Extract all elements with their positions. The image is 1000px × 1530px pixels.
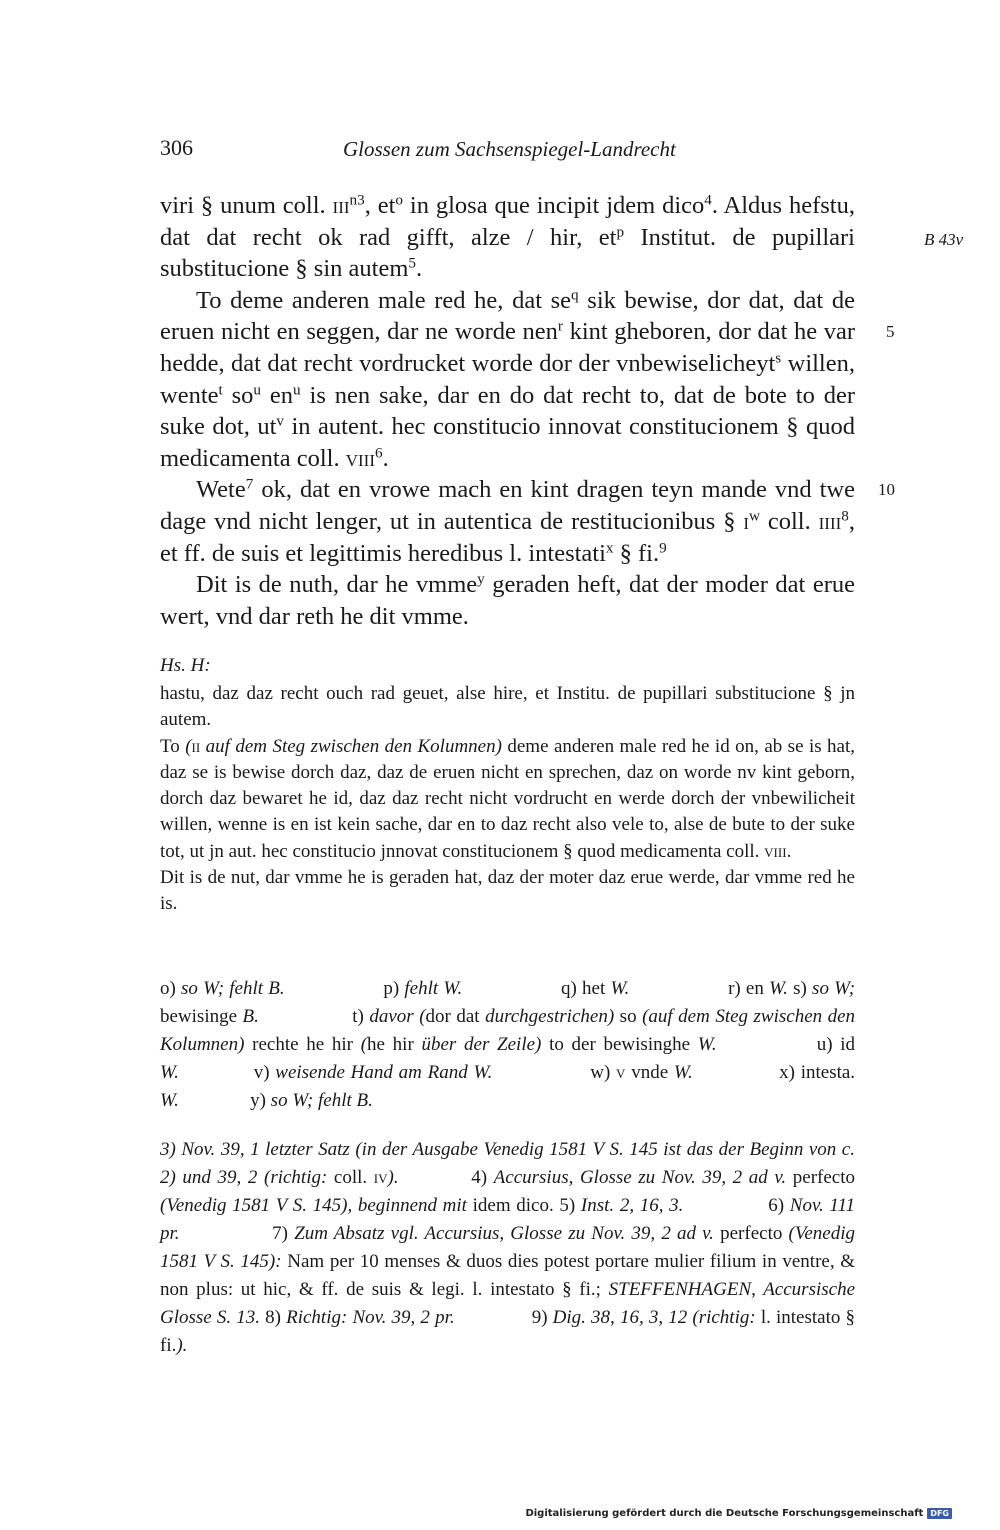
note-8: 8) Richtig: Nov. 39, 2 pr. [265,1307,455,1328]
apparatus-entry-y: y) so W; fehlt B. [250,1090,373,1111]
manuscript-heading: Hs. H: [160,655,211,676]
apparatus-entry-r: r) en W. [728,978,788,999]
critical-apparatus [160,975,855,1115]
digitization-credit [525,1508,952,1519]
line-number-10: 10 [878,480,895,499]
note-4: 4) Accursius, Glosse zu Nov. 39, 2 ad v. perfecto (Venedig 1581 V S. 145), beginnend mit idem dico. [160,1167,856,1216]
apparatus-entry-s: s) so W; bewisinge B. [160,978,856,1027]
notes-block [160,1136,855,1360]
apparatus-entry-u: u) id W. [160,1034,856,1083]
note-5: 5) Inst. 2, 16, 3. [559,1195,684,1216]
apparatus-entry-p: p) fehlt W. [383,978,463,999]
apparatus-entry-q: q) het W. [560,978,630,999]
running-title: Glossen zum Sachsenspiegel-Landrecht [343,137,676,161]
hs-paragraph-1: hastu, daz daz recht ouch rad geuet, alse hire, et Institu. de pupillari substitucione § jn autem. [160,683,855,731]
main-paragraph-4: Dit is de nuth, dar he vmme$^y$ geraden heft, dat der moder dat erue wert, vnd dar reth he dit vmme. [160,570,855,630]
manuscript-variant-text [160,681,855,918]
hs-paragraph-2: To (ii auf dem Steg zwischen den Kolumnen) deme anderen male red he id on, ab se is hat, daz se is bewise dorch daz, daz de eruen nicht en sprechen, daz on worde nv kint geborn, dorch daz bewaret he id, daz daz recht nicht vordrucht en werde dorch der vnbewilicheit willen, wenne is en ist kein sache, dar en to daz recht also vele to, alse de bute to der suke tot, ut jn aut. hec constitucio jnnovat constitucionem § quod medicamenta coll. viii. [160,735,856,862]
dfg-logo-icon: DFG [927,1508,952,1519]
credit-text: Digitalisierung gefördert durch die Deutsche Forschungsgemeinschaft [525,1508,924,1519]
apparatus-entry-t: t) davor (dor dat durchgestrichen) so (auf dem Steg zwischen den Kolumnen) rechte he hir (he hir über der Zeile) to der bewisinghe W. [160,1006,856,1055]
source-notes [160,1136,855,1360]
apparatus-entry-w: w) v vnde W. [590,1062,693,1083]
page-number: 306 [160,135,193,160]
main-paragraph-2: To deme anderen male red he, dat $se^q$ sik bewise, dor dat, dat de eruen nicht en seggen, dar ne worde nen$^r$ kint gheboren, dor dat he var hedde, dat dat recht vordrucket worde dor der vnbewiselicheyt$^s$ willen, wente$^t$ $so^u$ $en^u$ is nen sake, dar en do dat recht to, dat de bote to der suke dot, $ut^v$ in autent. hec constitucio innovat constitucionem § quod medicamenta coll. viii$^6$. [160,286,856,472]
main-text [160,190,855,632]
main-paragraph-3: Wete$^7$ ok, dat en vrowe mach en kint dragen teyn mande vnd twe dage vnd nicht lenger, ut in autentica de restitucionibus § $i^w$ coll. iiii$^8$, et ff. de suis et legittimis heredibus l. intestati$^x$ § fi.$^9$ [160,476,855,567]
folio-reference: B 43v [924,230,964,249]
apparatus-entry-o: o) so W; fehlt B. [160,978,285,999]
apparatus-block [160,975,855,1115]
line-number-5: 5 [886,322,895,341]
apparatus-entry-x: x) intesta. W. [160,1062,856,1111]
note-7: 7) Zum Absatz vgl. Accursius, Glosse zu Nov. 39, 2 ad v. perfecto (Venedig 1581 V S. 145): Nam per 10 menses & duos dies potest portare mulier filium in ventre, & non plus: ut hic, & ff. de suis & legi. l. intestato § fi.; STEFFENHAGEN, Accursische Glosse S. 13. [160,1223,856,1328]
note-3: 3) Nov. 39, 1 letzter Satz (in der Ausgabe Venedig 1581 V S. 145 ist das der Beginn von c. 2) und 39, 2 (richtig: coll. iv). [160,1139,855,1188]
note-6: 6) Nov. 111 pr. [160,1195,856,1244]
note-9: 9) Dig. 38, 16, 3, 12 (richtig: l. intestato § fi.). [160,1307,856,1356]
main-paragraph-1: viri § unum coll. iii$^{n3}$, $et^o$ in glosa que incipit jdem dico$^4$. Aldus hefstu, dat dat recht ok rad gifft, alze / hir, $et^p$ Institut. de pupillari substitucione § sin autem$^5$. [160,191,855,283]
hs-paragraph-3: Dit is de nut, dar vmme he is geraden hat, daz der moter daz erue werde, dar vmme red he is. [160,867,855,915]
apparatus-entry-v: v) weisende Hand am Rand W. [253,1062,493,1083]
